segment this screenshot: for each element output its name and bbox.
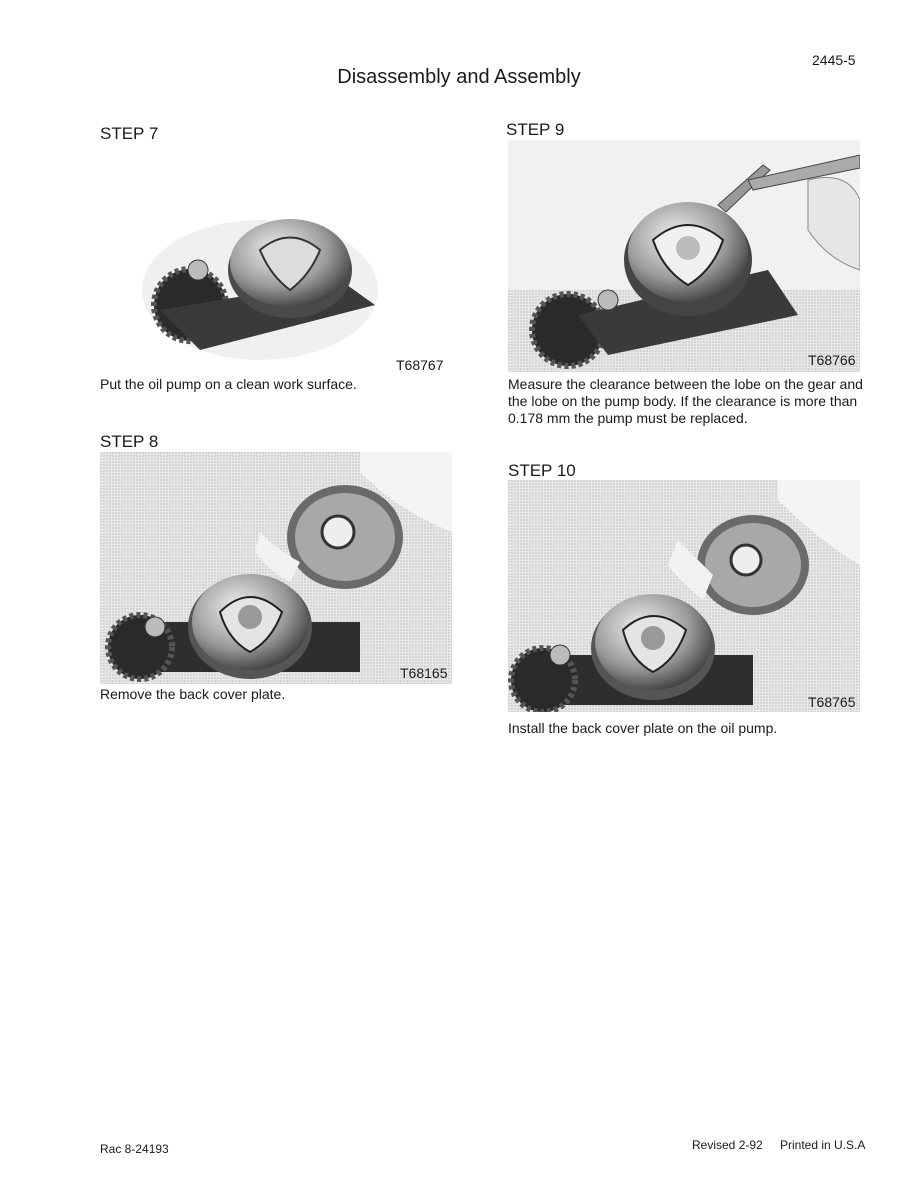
step-9-caption: Measure the clearance between the lobe on the gear and the lobe on the pump body. If the clearance is more than 0.178 mm the pump must be replaced.: [508, 376, 863, 426]
step-7-caption: Put the oil pump on a clean work surface.: [100, 376, 357, 392]
step-10-caption: Install the back cover plate on the oil pump.: [508, 720, 778, 736]
step-8-caption: Remove the back cover plate.: [100, 686, 286, 702]
step-10-heading: STEP 10: [508, 461, 576, 480]
footer-revised: Revised 2-92: [692, 1138, 763, 1152]
step-9-photo: [508, 140, 860, 372]
step-7-photo: [140, 195, 380, 360]
page-number: 2445-5: [812, 52, 856, 68]
step-8-heading: STEP 8: [100, 432, 159, 451]
step-10-figure-ref: T68765: [808, 694, 856, 710]
page-title: Disassembly and Assembly: [337, 66, 581, 88]
step-9-figure-ref: T68766: [808, 352, 856, 368]
step-8-figure-ref: T68165: [400, 665, 448, 681]
step-10-photo: [508, 480, 860, 712]
step-8-photo: [100, 452, 452, 684]
step-9-heading: STEP 9: [506, 120, 565, 139]
step-7-heading: STEP 7: [100, 124, 159, 143]
footer-document-number: Rac 8-24193: [100, 1142, 169, 1156]
step-7-figure-ref: T68767: [396, 357, 444, 373]
footer-printed: Printed in U.S.A: [780, 1138, 866, 1152]
